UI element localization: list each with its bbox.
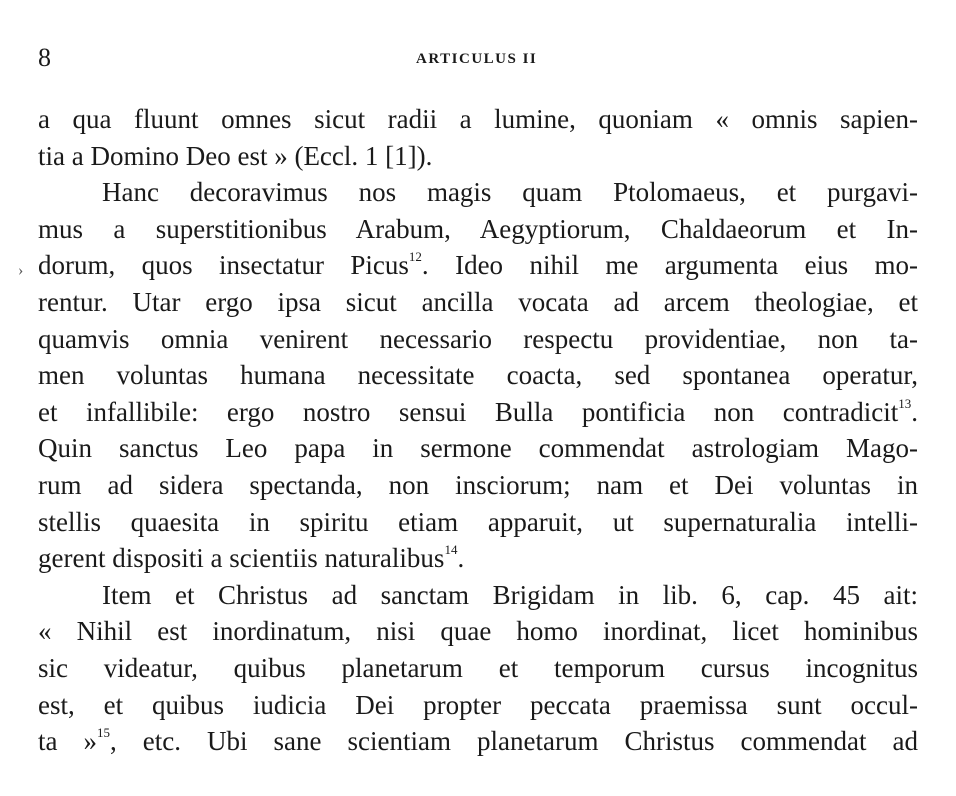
- text-line: et infallibile: ergo nostro sensui Bulla pontificia non contradicit$^{13}$.: [38, 395, 918, 427]
- running-title: ARTICULUS II: [416, 51, 538, 67]
- footnote-ref: 13: [898, 395, 912, 411]
- text-line: gerent dispositi a scientiis naturalibus$^{14}$.: [38, 542, 465, 574]
- body-text: [38, 101, 918, 760]
- page-number: 8: [38, 43, 51, 72]
- margin-mark: ›: [18, 262, 24, 279]
- text-line: tia a Domino Deo est » (Eccl. 1 [1]).: [38, 140, 433, 171]
- footnote-ref: 14: [444, 542, 458, 558]
- text-line: stellis quaesita in spiritu etiam apparuit, ut supernaturalia intelli-: [38, 506, 918, 537]
- text-line: quamvis omnia venirent necessario respectu providentiae, non ta-: [38, 323, 918, 354]
- text-line: Item et Christus ad sanctam Brigidam in lib. 6, cap. 45 ait:: [102, 579, 918, 610]
- text-line: dorum, quos insectatur Picus$^{12}$. Ideo nihil me argumenta eius mo-: [38, 249, 918, 281]
- text-line: men voluntas humana necessitate coacta, sed spontanea operatur,: [38, 360, 918, 391]
- text-line: Hanc decoravimus nos magis quam Ptolomaeus, et purgavi-: [102, 177, 918, 208]
- text-line: est, et quibus iudicia Dei propter peccata praemissa sunt occul-: [38, 689, 918, 720]
- text-line: Quin sanctus Leo papa in sermone commendat astrologiam Mago-: [38, 433, 918, 464]
- footnote-ref: 15: [97, 725, 111, 741]
- text-line: mus a superstitionibus Arabum, Aegyptiorum, Chaldaeorum et In-: [38, 213, 918, 244]
- text-line: rum ad sidera spectanda, non insciorum; nam et Dei voluntas in: [38, 469, 918, 500]
- footnote-ref: 12: [408, 249, 422, 265]
- text-line: rentur. Utar ergo ipsa sicut ancilla vocata ad arcem theologiae, et: [38, 286, 918, 317]
- text-line: ta »$^{15}$, etc. Ubi sane scientiam planetarum Christus commendat ad: [38, 725, 918, 757]
- text-line: sic videatur, quibus planetarum et temporum cursus incognitus: [38, 652, 918, 683]
- running-head: [38, 40, 918, 76]
- text-line: a qua fluunt omnes sicut radii a lumine, quoniam « omnis sapien-: [38, 104, 918, 134]
- text-line: « Nihil est inordinatum, nisi quae homo inordinat, licet hominibus: [38, 616, 918, 647]
